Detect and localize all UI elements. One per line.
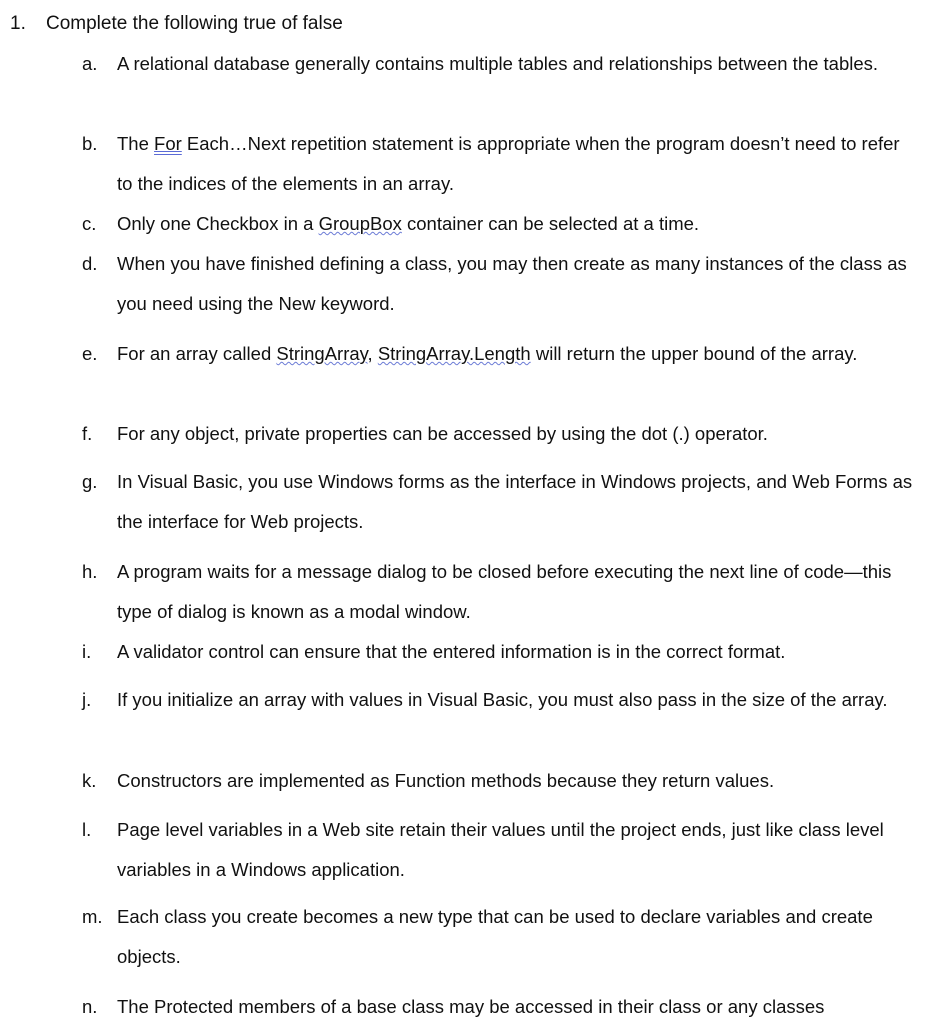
item-text: If you initialize an array with values in Visual Basic, you must also pass in the size of the array.	[117, 689, 888, 710]
item-letter: a.	[82, 53, 98, 74]
item-text	[117, 204, 917, 244]
item-text: A relational database generally contains multiple tables and relationships between the tables.	[117, 53, 879, 74]
item-letter: m.	[82, 906, 103, 927]
text-segment: For an array called	[117, 343, 277, 364]
item-text: Page level variables in a Web site retain their values until the project ends, just like class level variables in a Windows application.	[117, 819, 884, 880]
text-segment: Only one Checkbox in a	[117, 213, 319, 234]
item-letter: b.	[82, 133, 98, 154]
item-letter: i.	[82, 641, 92, 662]
text-segment: Each…Next repetition statement is appropriate when the program doesn’t need to refer to the indices of the elements in an array.	[117, 133, 900, 194]
text-segment: The	[117, 133, 155, 154]
question-title: Complete the following true of false	[46, 13, 343, 34]
item-letter: d.	[82, 253, 98, 274]
item-letter: h.	[82, 561, 98, 582]
item-letter: c.	[82, 213, 97, 234]
item-text: When you have finished defining a class, you may then create as many instances of the class as you need using the New keyword.	[117, 253, 907, 314]
item-letter: j.	[82, 689, 92, 710]
spellcheck-mark-wavy: StringArray.Length	[377, 343, 531, 364]
text-segment: will return the upper bound of the array.	[530, 343, 858, 364]
item-letter: n.	[82, 996, 98, 1017]
text-segment: container can be selected at a time.	[401, 213, 700, 234]
item-text: Constructors are implemented as Function methods because they return values.	[117, 770, 775, 791]
question-number: 1.	[10, 13, 26, 34]
item-letter: k.	[82, 770, 97, 791]
item-text: For any object, private properties can be accessed by using the dot (.) operator.	[117, 423, 768, 444]
item-text	[117, 334, 917, 374]
item-text: In Visual Basic, you use Windows forms as the interface in Windows projects, and Web Forms as the interface for Web projects.	[117, 471, 913, 532]
text-segment: ,	[367, 343, 378, 364]
spellcheck-mark-double: For	[154, 133, 182, 154]
spellcheck-mark-wavy: GroupBox	[318, 213, 402, 234]
item-letter: l.	[82, 819, 92, 840]
item-letter: f.	[82, 423, 93, 444]
item-text: Each class you create becomes a new type that can be used to declare variables and create objects.	[117, 906, 873, 967]
item-letter: g.	[82, 471, 98, 492]
item-text	[117, 124, 917, 204]
item-text: A program waits for a message dialog to be closed before executing the next line of code—this type of dialog is known as a modal window.	[117, 561, 892, 622]
item-text: The Protected members of a base class may be accessed in their class or any classes	[117, 996, 825, 1017]
spellcheck-mark-wavy: StringArray	[276, 343, 368, 364]
item-letter: e.	[82, 343, 98, 364]
item-text: A validator control can ensure that the entered information is in the correct format.	[117, 641, 786, 662]
